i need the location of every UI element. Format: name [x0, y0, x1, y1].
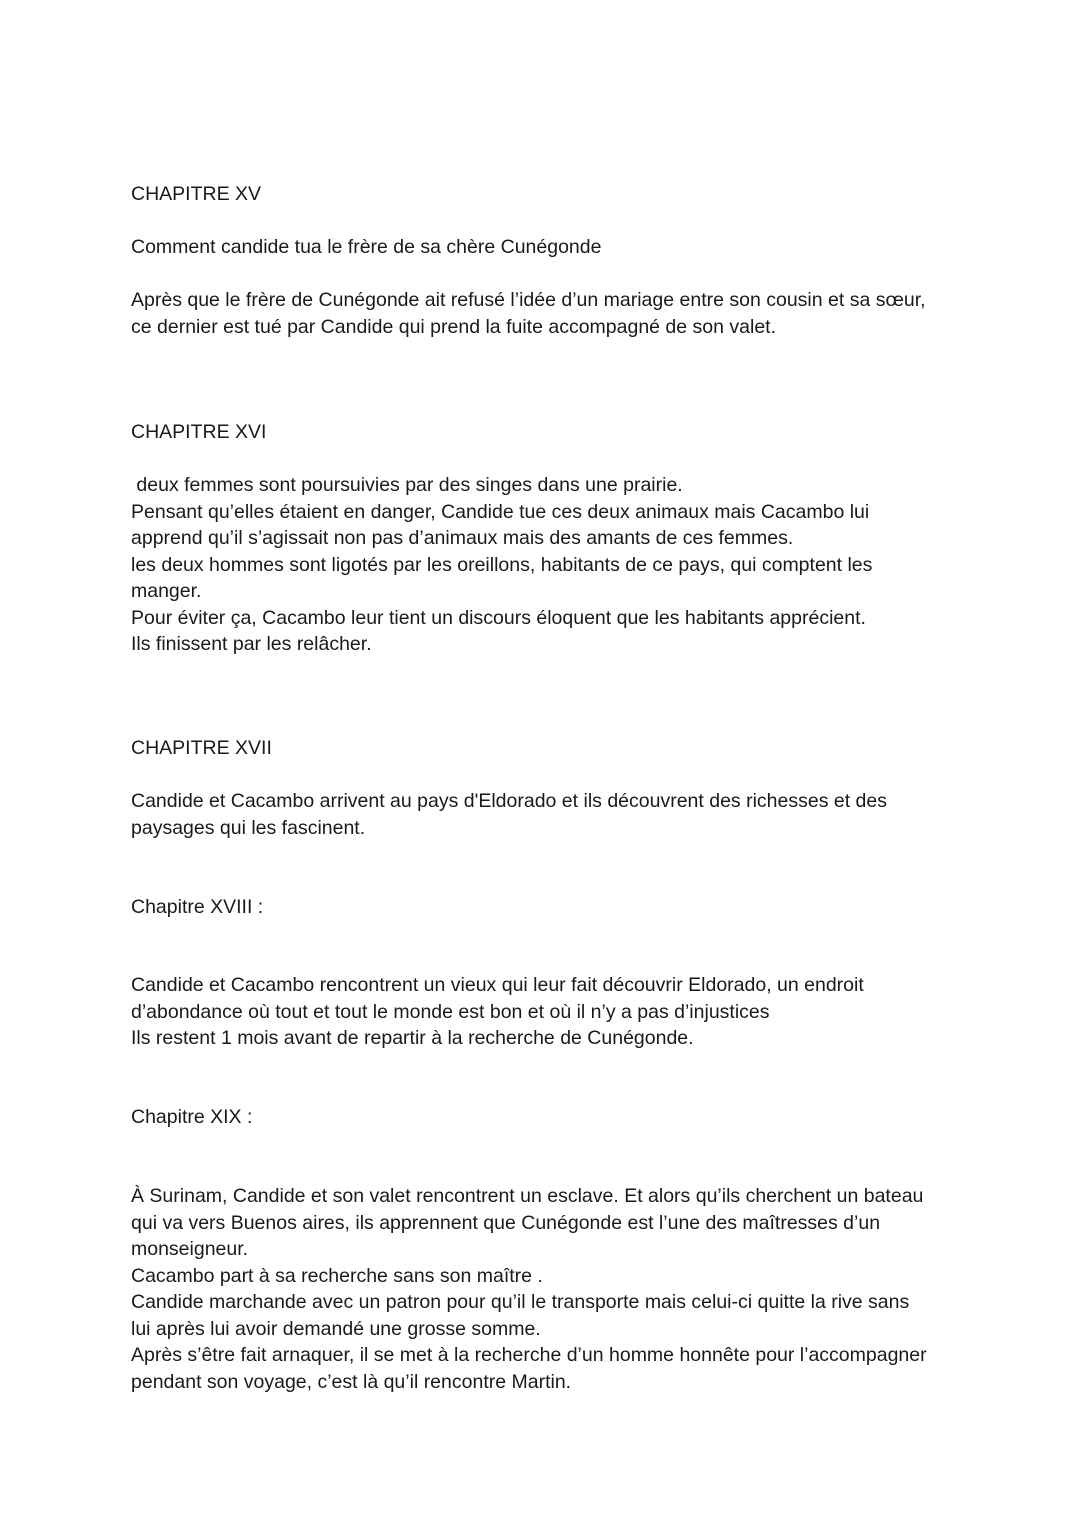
summary-line: Candide marchande avec un patron pour qu’il le transporte mais celui-ci quitte la rive sans	[131, 1291, 910, 1313]
chapter-heading: Chapitre XVIII :	[131, 896, 264, 918]
summary-line: Après s’être fait arnaquer, il se met à la recherche d’un homme honnête pour l’accompagner	[131, 1344, 927, 1366]
summary-line: ce dernier est tué par Candide qui prend la fuite accompagné de son valet.	[131, 315, 776, 338]
summary-line: manger.	[131, 580, 202, 602]
chapter-summary	[131, 972, 951, 1052]
summary-line: Ils restent 1 mois avant de repartir à la recherche de Cunégonde.	[131, 1027, 694, 1049]
summary-line: monseigneur.	[131, 1238, 249, 1260]
summary-line: deux femmes sont poursuivies par des singes dans une prairie.	[131, 474, 683, 496]
chapter-heading: CHAPITRE XVII	[131, 737, 272, 759]
summary-line: apprend qu’il s’agissait non pas d’animaux mais des amants de ces femmes.	[131, 527, 794, 549]
chapter-heading: Chapitre XIX :	[131, 1106, 253, 1128]
summary-line: les deux hommes sont ligotés par les oreillons, habitants de ce pays, qui comptent les	[131, 553, 873, 576]
chapter-heading: CHAPITRE XVI	[131, 421, 267, 443]
chapter-summary	[131, 472, 951, 658]
chapter-summary	[131, 287, 951, 340]
summary-line: Candide et Cacambo rencontrent un vieux qui leur fait découvrir Eldorado, un endroit	[131, 974, 864, 996]
chapter-summary	[131, 788, 951, 841]
summary-line: lui après lui avoir demandé une grosse somme.	[131, 1317, 541, 1340]
chapter-heading: CHAPITRE XV	[131, 183, 262, 205]
chapter-subtitle: Comment candide tua le frère de sa chère Cunégonde	[131, 236, 602, 258]
summary-line: Candide et Cacambo arrivent au pays d'Eldorado et ils découvrent des richesses et des	[131, 790, 887, 812]
summary-line: qui va vers Buenos aires, ils apprennent que Cunégonde est l’une des maîtresses d’un	[131, 1211, 881, 1234]
summary-line: À Surinam, Candide et son valet rencontrent un esclave. Et alors qu’ils cherchent un bateau	[131, 1185, 924, 1207]
summary-line: Ils finissent par les relâcher.	[131, 633, 372, 655]
summary-line: Cacambo part à sa recherche sans son maître .	[131, 1264, 543, 1287]
summary-line: Pensant qu’elles étaient en danger, Candide tue ces deux animaux mais Cacambo lui	[131, 500, 870, 523]
summary-line: d’abondance où tout et tout le monde est bon et où il n’y a pas d’injustices	[131, 1000, 770, 1023]
summary-line: paysages qui les fascinent.	[131, 816, 366, 839]
summary-line: Pour éviter ça, Cacambo leur tient un discours éloquent que les habitants apprécient.	[131, 606, 866, 629]
summary-line: pendant son voyage, c’est là qu’il rencontre Martin.	[131, 1370, 572, 1393]
summary-line: Après que le frère de Cunégonde ait refusé l’idée d’un mariage entre son cousin et sa sœur,	[131, 289, 926, 311]
chapter-summary	[131, 1183, 951, 1395]
